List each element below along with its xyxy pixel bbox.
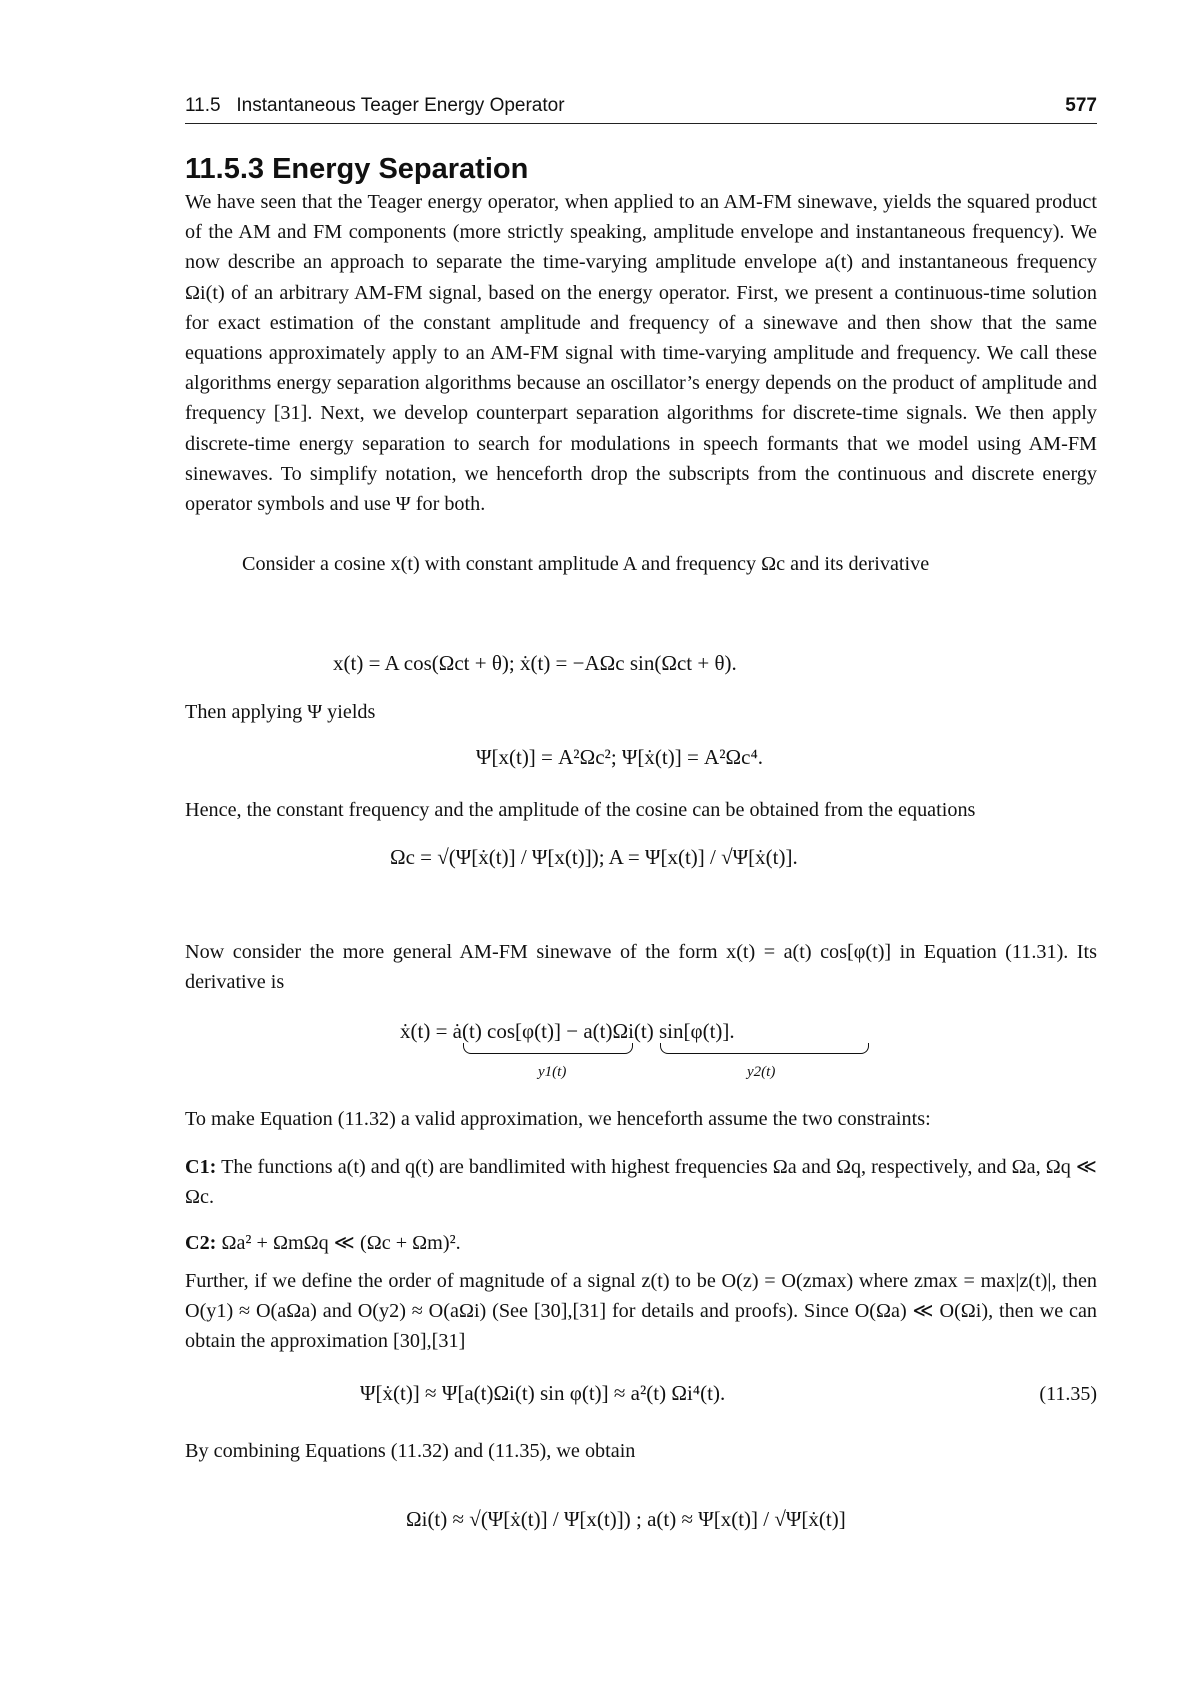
equation-cosine: x(t) = A cos(Ωct + θ); ẋ(t) = −AΩc sin(Ωct + θ).: [333, 651, 737, 675]
paragraph-intro: We have seen that the Teager energy operator, when applied to an AM-FM sinewave, yields the squared product of the AM and FM components (more strictly speaking, amplitude envelope and instantaneous frequency). We now describe an approach to separate the time-varying amplitude envelope a(t) and instantaneous frequency Ωi(t) of an arbitrary AM-FM signal, based on the energy operator. First, we present a continuous-time solution for exact estimation of the constant amplitude and frequency of a sinewave and then show that the same equations approximately apply to an AM-FM signal with time-varying amplitude and frequency. We call these algorithms energy separation algorithms because an oscillator’s energy depends on the product of amplitude and frequency [31]. Next, we develop counterpart separation algorithms for discrete-time signals. We then apply discrete-time energy separation to search for modulations in speech formants that we model using AM-FM sinewaves. To simplify notation, we henceforth drop the subscripts from the continuous and discrete energy operator symbols and use Ψ for both.: [185, 191, 1097, 516]
underbrace-label-y1: y1(t): [538, 1064, 567, 1080]
underbrace-y2: [660, 1043, 869, 1054]
paragraph-order-of-magnitude: Further, if we define the order of magnitude of a signal z(t) to be O(z) = O(zmax) where zmax = max|z(t)|, then O(y1) ≈ O(aΩa) and O(y2) ≈ O(aΩi) (See [30],[31] for details and proofs). Since O(Ωa) ≪ O(Ωi), then we can obtain the approximation [30],[31]: [185, 1270, 1097, 1353]
equation-psi: Ψ[x(t)] = A²Ωc²; Ψ[ẋ(t)] = A²Ωc⁴.: [476, 745, 764, 769]
paragraph-amfm: Now consider the more general AM-FM sinewave of the form x(t) = a(t) cos[φ(t)] in Equation (11.31). Its derivative is: [185, 941, 1097, 994]
equation-11-35: Ψ[ẋ(t)] ≈ Ψ[a(t)Ωi(t) sin φ(t)] ≈ a²(t) Ωi⁴(t).: [360, 1381, 726, 1405]
paragraph-cosine: Consider a cosine x(t) with constant amplitude A and frequency Ωc and its derivative: [242, 553, 930, 575]
paragraph-combining: By combining Equations (11.32) and (11.35), we obtain: [185, 1440, 636, 1462]
section-heading: 11.5.3 Energy Separation: [185, 153, 529, 185]
equation-separation: Ωc = √(Ψ[ẋ(t)] / Ψ[x(t)]); A = Ψ[x(t)] / √Ψ[ẋ(t)].: [390, 845, 798, 869]
equation-number-11-35: (11.35): [1039, 1383, 1097, 1405]
constraint-c2-label: C2:: [185, 1232, 217, 1254]
constraint-c2: [185, 1228, 1097, 1258]
constraint-c1: [185, 1152, 1097, 1212]
running-head-section: 11.5 Instantaneous Teager Energy Operator: [185, 95, 565, 116]
constraint-c1-label: C1:: [185, 1156, 217, 1178]
paragraph-constraints-intro: To make Equation (11.32) a valid approximation, we henceforth assume the two constraints:: [185, 1108, 931, 1130]
paragraph-hence: Hence, the constant frequency and the amplitude of the cosine can be obtained from the equations: [185, 799, 976, 821]
running-head: [185, 95, 1097, 117]
underbrace-label-y2: y2(t): [747, 1064, 776, 1080]
equation-derivative: ẋ(t) = ȧ(t) cos[φ(t)] − a(t)Ωi(t) sin[φ(t)].: [400, 1019, 735, 1043]
underbrace-y1: [463, 1043, 633, 1054]
paragraph-apply: Then applying Ψ yields: [185, 701, 376, 723]
header-rule: [185, 123, 1097, 124]
page-number: 577: [1065, 95, 1097, 116]
constraint-c2-text: Ωa² + ΩmΩq ≪ (Ωc + Ωm)².: [221, 1232, 461, 1254]
constraint-c1-text: The functions a(t) and q(t) are bandlimited with highest frequencies Ωa and Ωq, respectively, and Ωa, Ωq ≪ Ωc.: [185, 1156, 1097, 1209]
equation-final: Ωi(t) ≈ √(Ψ[ẋ(t)] / Ψ[x(t)]) ; a(t) ≈ Ψ[x(t)] / √Ψ[ẋ(t)]: [406, 1507, 846, 1531]
